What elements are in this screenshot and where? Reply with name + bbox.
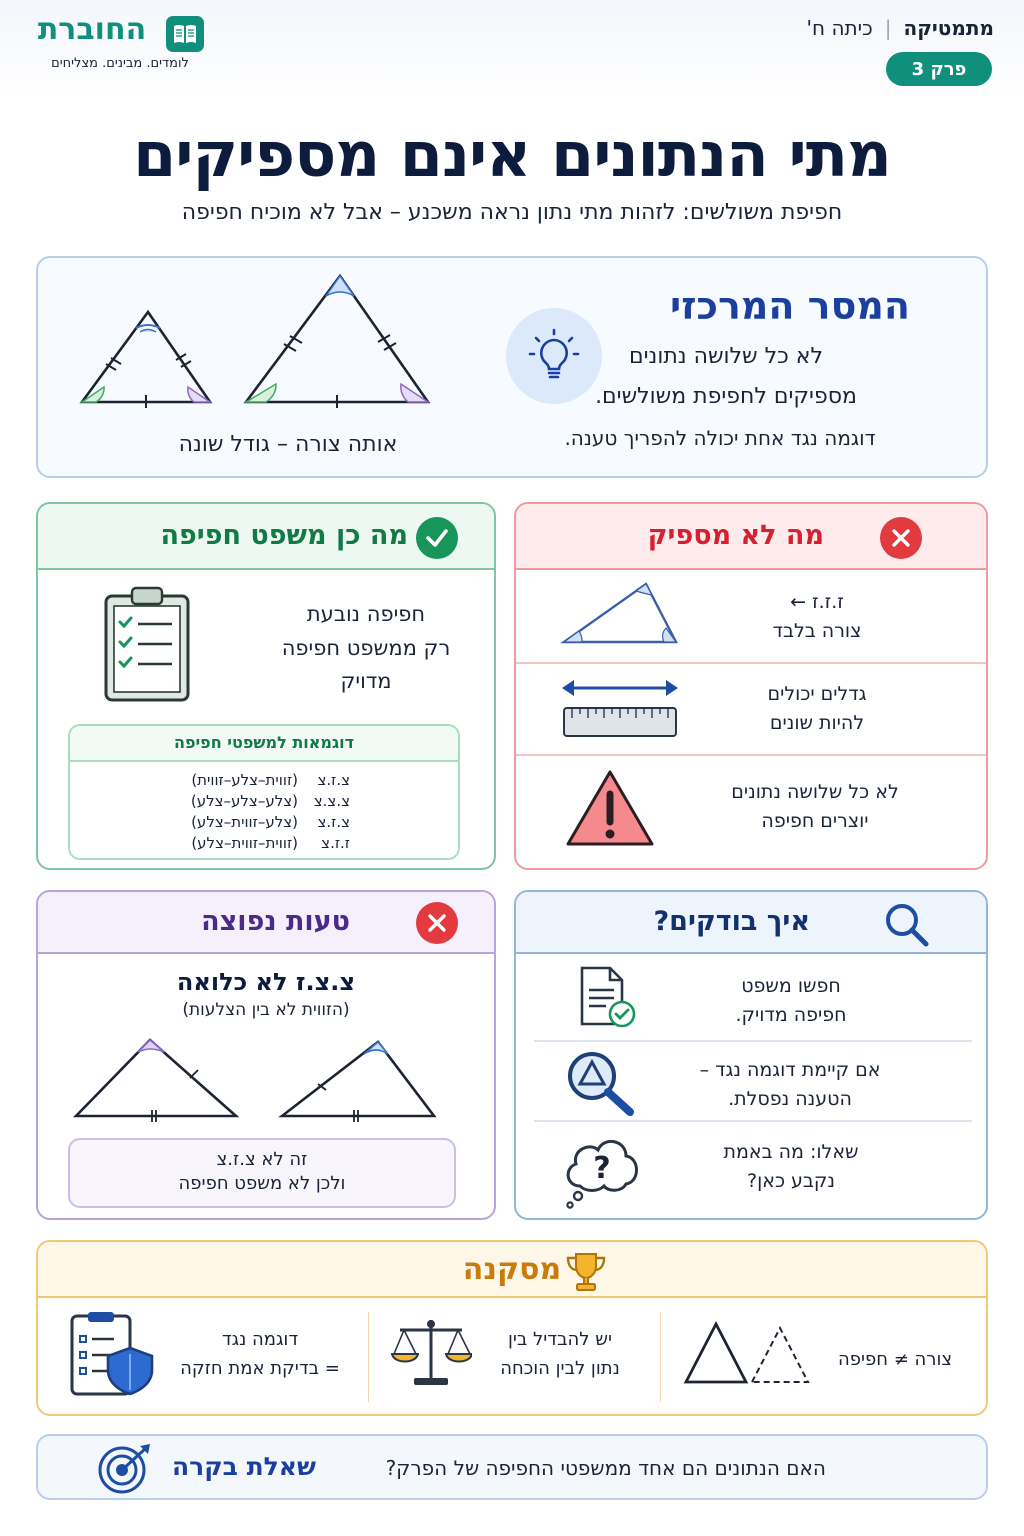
row-3-line-1: לא כל שלושה נתונים	[731, 781, 899, 803]
trophy-icon	[564, 1250, 608, 1292]
row-divider	[516, 754, 986, 756]
theorem-title: מה כן משפט חפיפה	[160, 520, 408, 551]
check-row-2-line-2: הטענה נפסלת.	[728, 1087, 852, 1110]
not-enough-row-1	[732, 588, 902, 645]
svg-text:?: ?	[593, 1151, 611, 1186]
key-message-line-1: לא כל שלושה נתונים	[629, 344, 823, 369]
x-circle-icon	[416, 902, 458, 944]
conclusion-point-2-line-2: נתון לבין הוכחה	[500, 1357, 620, 1379]
example-row	[70, 833, 458, 854]
not-enough-row-3	[720, 778, 910, 835]
search-icon	[882, 900, 932, 950]
mistake-statement: צ.צ.ז לא כלואה	[176, 968, 356, 996]
subject-line	[807, 16, 994, 40]
brand-tagline: לומדים. מבינים. מצליחים	[51, 56, 189, 71]
conclusion-point-2	[480, 1326, 640, 1384]
mistake-triangles-illustration	[72, 1032, 442, 1124]
not-enough-row-2	[732, 680, 902, 737]
separator: |	[884, 16, 892, 40]
example-row	[70, 791, 458, 812]
brand-logo	[30, 12, 230, 82]
row-divider	[534, 1120, 972, 1122]
conclusion-point-3-line-2: = בדיקת אמת חזקה	[180, 1357, 340, 1379]
examples-title: דוגמאות למשפטי חפיפה	[70, 726, 458, 762]
example-desc: (זווית–זווית–צלע)	[191, 834, 298, 852]
ruler-icon	[558, 674, 682, 744]
example-code: ז.ז.צ	[321, 834, 350, 852]
conclusion-card	[36, 1240, 988, 1416]
row-2-line-1: גדלים יכולים	[767, 683, 867, 705]
focus-question-text: האם הנתונים הם אחד ממשפטי החפיפה של הפרק?	[385, 1456, 826, 1480]
triangles-caption: אותה צורה – גודל שונה	[178, 432, 398, 457]
column-divider	[660, 1312, 661, 1402]
example-row	[70, 770, 458, 791]
scales-icon	[390, 1314, 472, 1390]
example-code: צ.צ.צ	[313, 792, 350, 810]
key-message-title: המסר המרכזי	[670, 284, 910, 328]
conclusion-point-3-line-1: דוגמה נגד	[221, 1329, 299, 1350]
brand-name: החוברת	[37, 12, 147, 47]
conclusion-point-2-line-1: יש להבדיל בין	[507, 1329, 613, 1350]
lightbulb-icon	[506, 308, 602, 404]
how-to-check-header	[516, 892, 986, 954]
triangle-icon	[560, 580, 682, 646]
example-row	[70, 812, 458, 833]
row-3-line-2: יוצרים חפיפה	[761, 809, 869, 832]
example-desc: (צלע–צלע–צלע)	[190, 792, 298, 810]
not-enough-header	[516, 504, 986, 570]
examples-list	[70, 762, 458, 854]
row-divider	[516, 662, 986, 664]
warning-icon	[564, 768, 656, 848]
triangles-comparison-icon	[682, 1318, 812, 1388]
book-icon	[166, 16, 204, 52]
check-circle-icon	[416, 517, 458, 559]
common-mistake-card	[36, 890, 496, 1220]
theorem-text-line-1: חפיפה נובעת	[306, 602, 426, 626]
examples-box	[68, 724, 460, 860]
chapter-badge: פרק 3	[886, 52, 992, 86]
check-row-3-line-1: שאלו: מה באמת	[723, 1141, 859, 1163]
check-row-3-line-2: נקבע כאן?	[746, 1169, 835, 1192]
conclusion-title: מסקנה	[462, 1252, 562, 1287]
focus-question-label: שאלת בקרה	[172, 1452, 316, 1481]
how-to-check-title: איך בודקים?	[653, 906, 810, 937]
x-circle-icon	[880, 517, 922, 559]
conclusion-point-3	[168, 1326, 352, 1384]
conclusion-header	[38, 1242, 986, 1298]
conclusion-point-1: צורה ≠ חפיפה	[837, 1349, 953, 1370]
page-subtitle: חפיפת משולשים: לזהות מתי נתון נראה משכנע – אבל לא מוכיח חפיפה	[181, 200, 843, 225]
not-enough-title: מה לא מספיק	[647, 520, 824, 551]
mistake-note-line-2: ולכן לא משפט חפיפה	[178, 1173, 346, 1195]
focus-question-card	[36, 1434, 988, 1500]
theorem-text-line-3: מדויק	[340, 669, 392, 694]
row-1-line-2: צורה בלבד	[772, 619, 862, 642]
mistake-explanation: (הזווית לא בין הצלעות)	[182, 1000, 350, 1020]
example-code: צ.ז.צ	[317, 813, 350, 831]
check-row-1-line-2: חפיפה מדויק.	[735, 1003, 847, 1026]
row-2-line-2: להיות שונים	[769, 711, 865, 734]
check-row-2-line-1: אם קיימת דוגמה נגד –	[699, 1059, 881, 1081]
document-check-icon	[576, 964, 640, 1030]
row-1-line-1: ז.ז.ז ←	[790, 591, 844, 613]
question-cloud-icon	[560, 1128, 644, 1210]
key-message-card	[36, 256, 988, 478]
key-message-line-3: דוגמה נגד אחת יכולה להפריך טענה.	[564, 426, 876, 450]
theorem-card	[36, 502, 496, 870]
check-row-1	[686, 972, 896, 1029]
common-mistake-header	[38, 892, 494, 954]
example-desc: (זווית–צלע–זווית)	[191, 771, 298, 789]
not-enough-card	[514, 502, 988, 870]
page-title: מתי הנתונים אינם מספיקים	[133, 118, 891, 191]
common-mistake-title: טעות נפוצה	[201, 906, 350, 937]
top-bar	[0, 0, 1024, 100]
check-row-1-line-1: חפשו משפט	[741, 975, 841, 997]
clipboard-icon	[102, 582, 192, 704]
check-row-2	[670, 1056, 910, 1113]
theorem-header	[38, 504, 494, 570]
key-message-line-2: מספיקים לחפיפת משולשים.	[595, 384, 857, 409]
mistake-note	[68, 1138, 456, 1208]
theorem-text-line-2: רק ממשפט חפיפה	[281, 635, 451, 660]
theorem-text	[266, 598, 466, 699]
shield-checklist-icon	[68, 1310, 158, 1400]
magnifier-triangle-icon	[564, 1048, 638, 1118]
how-to-check-card	[514, 890, 988, 1220]
mistake-note-line-1: זה לא צ.ז.צ	[216, 1149, 308, 1170]
example-desc: (צלע–זווית–צלע)	[191, 813, 298, 831]
grade-label: כיתה ח'	[806, 16, 873, 40]
example-code: צ.ז.צ	[317, 771, 350, 789]
target-icon	[96, 1442, 156, 1496]
check-row-3	[686, 1138, 896, 1195]
column-divider	[368, 1312, 369, 1402]
row-divider	[534, 1040, 972, 1042]
similar-triangles-illustration	[78, 272, 478, 422]
subject-label: מתמטיקה	[903, 16, 994, 40]
